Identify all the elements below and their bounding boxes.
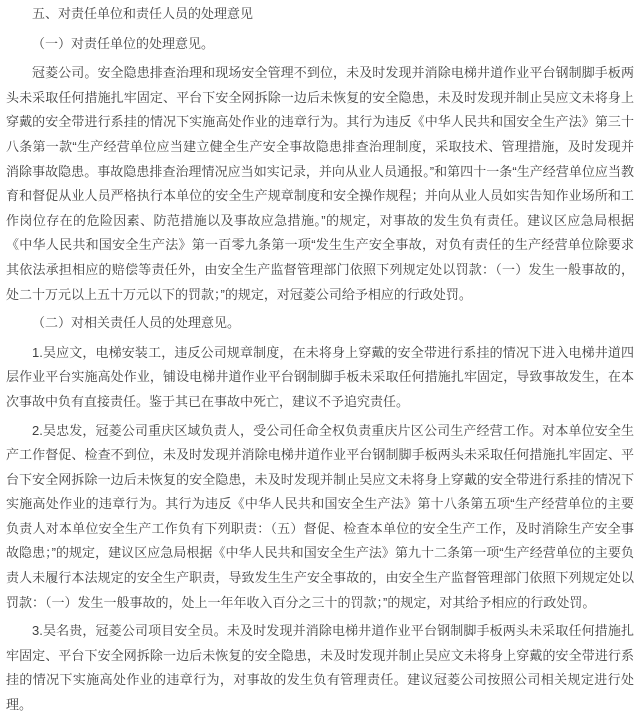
paragraph-person-2: 2.吴忠发，冠菱公司重庆区域负责人，受公司任命全权负责重庆片区公司生产经营工作。对本单位安全生产工作督促、检查不到位，未及时发现并消除电梯井道作业平台钢制脚手板两头未采取任何措施扎牢固定、平台下安全网拆除一边后未恢复的安全隐患，未及时发现并制止吴应文未将身上穿戴的安全带进行系挂的情况下实施高处作业的违章行为。其行为违反《中华人民共和国安全生产法》第十八条第五项“生产经营单位的主要负责人对本单位安全生产工作负有下列职责：（五）督促、检查本单位的安全生产工作，及时消除生产安全事故隐患；”的规定，建议区应急局根据《中华人民共和国安全生产法》第九十二条第一项“生产经营单位的主要负责人未履行本法规定的安全生产职责，导致发生生产安全事故的，由安全生产监督管理部门依照下列规定处以罚款：（一）发生一般事故的，处上一年年收入百分之三十的罚款；”的规定，对其给予相应的行政处罚。 (6, 422, 634, 610)
paragraph-person-3: 3.吴名贵，冠菱公司项目安全员。未及时发现并消除电梯井道作业平台钢制脚手板两头未采取任何措施扎牢固定、平台下安全网拆除一边后未恢复的安全隐患，未及时发现并制止吴应文未将身上穿戴的安全带进行系挂的情况下实施高处作业的违章行为，对事故的发生负有管理责任。建议冠菱公司按照公司相关规定进行处理。 (6, 623, 634, 713)
paragraph-person-1: 1.吴应文，电梯安装工，违反公司规章制度，在未将身上穿戴的安全带进行系挂的情况下进入电梯井道四层作业平台实施高处作业，铺设电梯井道作业平台钢制脚手板未采取任何措施扎牢固定，导致事故发生，在本次事故中负有直接责任。鉴于其已在事故中死亡，建议不予追究责任。 (6, 344, 634, 409)
subsection-heading-1: （一）对责任单位的处理意见。 (32, 35, 215, 51)
section-heading: 五、对责任单位和责任人员的处理意见 (32, 6, 254, 21)
subsection-heading-2: （二）对相关责任人员的处理意见。 (32, 315, 241, 331)
paragraph-company-opinion: 冠菱公司。安全隐患排查治理和现场安全管理不到位，未及时发现并消除电梯井道作业平台钢制脚手板两头未采取任何措施扎牢固定、平台下安全网拆除一边后未恢复的安全隐患，未及时发现并制止吴应文未将身上穿戴的安全带进行系挂的情况下实施高处作业的违章行为。其行为违反《中华人民共和国安全生产法》第三十八条第一款“生产经营单位应当建立健全生产安全事故隐患排查治理制度，采取技术、管理措施，及时发现并消除事故隐患。事故隐患排查治理情况应当如实记录，并向从业人员通报。”和第四十一条“生产经营单位应当教育和督促从业人员严格执行本单位的安全生产规章制度和安全操作规程；并向从业人员如实告知作业场所和工作岗位存在的危险因素、防范措施以及事故应急措施。”的规定，对事故的发生负有责任。建议区应急局根据《中华人民共和国安全生产法》第一百零九条第一项“发生生产安全事故，对负有责任的生产经营单位除要求其依法承担相应的赔偿等责任外，由安全生产监督管理部门依照下列规定处以罚款：（一）发生一般事故的，处二十万元以上五十万元以下的罚款；”的规定，对冠菱公司给予相应的行政处罚。 (6, 65, 634, 302)
